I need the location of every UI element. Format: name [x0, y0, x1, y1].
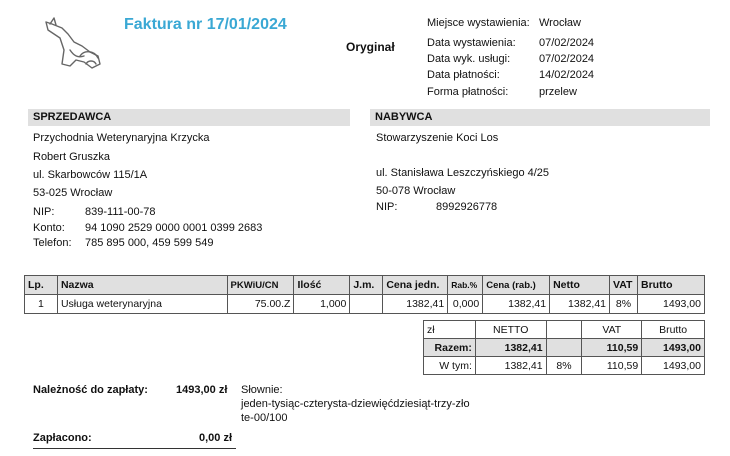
summary-head: zł	[424, 321, 476, 339]
paid-underline	[33, 448, 236, 449]
col-header: Nazwa	[57, 276, 227, 295]
seller-street: ul. Skarbowców 115/1A	[33, 169, 148, 181]
buyer-heading: NABYWCA	[370, 109, 710, 126]
col-header: J.m.	[350, 276, 383, 295]
summary-total-row	[424, 339, 705, 357]
summary-wtym-label: W tym:	[424, 357, 476, 375]
summary-head: NETTO	[475, 321, 546, 339]
col-header: Cena jedn.	[383, 276, 448, 295]
col-header: Cena (rab.)	[483, 276, 550, 295]
original-label: Oryginał	[346, 40, 395, 54]
summary-breakdown-row	[424, 357, 705, 375]
cell-net: 1382,41	[550, 295, 610, 314]
seller-heading: SPRZEDAWCA	[28, 109, 350, 126]
seller-person: Robert Gruszka	[33, 151, 111, 163]
meta-label: Miejsce wystawienia:	[427, 17, 530, 29]
buyer-nip-label: NIP:	[376, 201, 398, 213]
col-header: Ilość	[294, 276, 350, 295]
seller-konto: 94 1090 2529 0000 0001 0399 2683	[85, 222, 263, 234]
summary-wtym-net: 1382,41	[475, 357, 546, 375]
summary-head	[546, 321, 582, 339]
summary-header-row	[424, 321, 705, 339]
cell-gross: 1493,00	[638, 295, 705, 314]
meta-value: 07/02/2024	[539, 37, 595, 49]
summary-head: Brutto	[642, 321, 705, 339]
meta-value: 07/02/2024	[539, 53, 595, 65]
summary-total-rate	[546, 339, 582, 357]
buyer-city: 50-078 Wrocław	[376, 185, 456, 197]
meta-label: Data wyk. usługi:	[427, 53, 511, 65]
cell-pkwiu: 75.00.Z	[227, 295, 294, 314]
items-table	[24, 275, 705, 314]
cell-unit-price: 1382,41	[383, 295, 448, 314]
meta-label: Data wystawienia:	[427, 37, 516, 49]
paid-label: Zapłacono:	[33, 432, 92, 444]
amount-in-words-2: te-00/100	[241, 412, 288, 424]
cell-name: Usługa weterynaryjna	[57, 295, 227, 314]
summary-total-label: Razem:	[424, 339, 476, 357]
cell-qty: 1,000	[294, 295, 350, 314]
seller-city: 53-025 Wrocław	[33, 187, 113, 199]
summary-wtym-gross: 1493,00	[642, 357, 705, 375]
cell-discounted-price: 1382,41	[483, 295, 550, 314]
summary-total-gross: 1493,00	[642, 339, 705, 357]
col-header: Rab.%	[448, 276, 483, 295]
summary-total-vat: 110,59	[582, 339, 642, 357]
meta-value: przelew	[539, 86, 577, 98]
invoice-title: Faktura nr 17/01/2024	[124, 16, 287, 33]
table-header-row	[25, 276, 705, 295]
amount-due-value: 1493,00 zł	[176, 384, 228, 396]
dog-cat-logo-icon	[40, 16, 106, 74]
col-header: Lp.	[25, 276, 58, 295]
col-header: PKWiU/CN	[227, 276, 294, 295]
summary-wtym-rate: 8%	[546, 357, 582, 375]
cell-vat: 8%	[610, 295, 638, 314]
cell-unit	[350, 295, 383, 314]
col-header: Netto	[550, 276, 610, 295]
clinic-logo	[40, 16, 106, 74]
meta-value: 14/02/2024	[539, 69, 595, 81]
buyer-street: ul. Stanisława Leszczyńskiego 4/25	[376, 167, 550, 179]
summary-table	[423, 320, 705, 375]
amount-in-words-1: jeden-tysiąc-czterysta-dziewięćdziesiąt-trzy-zło	[241, 398, 470, 410]
col-header: VAT	[610, 276, 638, 295]
meta-label: Data płatności:	[427, 69, 500, 81]
invoice-meta	[427, 17, 717, 103]
col-header: Brutto	[638, 276, 705, 295]
meta-value: Wrocław	[539, 17, 581, 29]
seller-phone: 785 895 000, 459 599 549	[85, 237, 214, 249]
amount-in-words-label: Słownie:	[241, 384, 283, 396]
seller-phone-label: Telefon:	[33, 237, 72, 249]
summary-head: VAT	[582, 321, 642, 339]
summary-total-net: 1382,41	[475, 339, 546, 357]
summary-wtym-vat: 110,59	[582, 357, 642, 375]
meta-label: Forma płatności:	[427, 86, 509, 98]
buyer-name: Stowarzyszenie Koci Los	[376, 132, 499, 144]
seller-name: Przychodnia Weterynaryjna Krzycka	[33, 132, 210, 144]
amount-due-label: Należność do zapłaty:	[33, 384, 148, 396]
seller-konto-label: Konto:	[33, 222, 65, 234]
seller-nip: 839-111-00-78	[85, 206, 156, 218]
table-row	[25, 295, 705, 314]
cell-lp: 1	[25, 295, 58, 314]
buyer-nip: 8992926778	[436, 201, 498, 213]
cell-discount: 0,000	[448, 295, 483, 314]
seller-nip-label: NIP:	[33, 206, 55, 218]
paid-value: 0,00 zł	[199, 432, 233, 444]
